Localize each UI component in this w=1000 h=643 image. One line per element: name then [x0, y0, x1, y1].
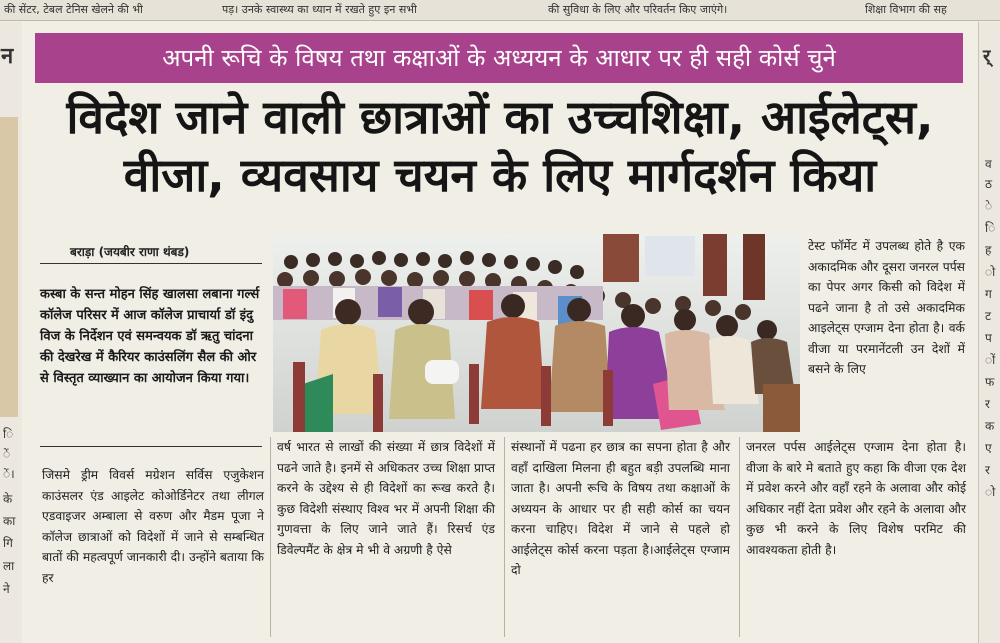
right-fragment: प [985, 331, 992, 345]
kicker-banner: अपनी रूचि के विषय तथा कक्षाओं के अध्ययन के आधार पर ही सही कोर्स चुने [35, 33, 963, 83]
right-fragment: ह [985, 243, 992, 257]
body-column-1: जिसमे ड्रीम विवर्स मग्रेशन सर्विस एजुकेशन काउंसलर एंड आइलेट कोओर्डिनेटर तथा लीगल एडवाइजर अम्बाला से वरुण और मैडम पूजा ने कॉलेज छात्राओं को विदेशों में जाने से सम्बन्धित बातों की महत्वपूर्ण जानकारी दी। उन्होंने बताया कि हर [42, 468, 264, 585]
strip-fragment-3: की सुविधा के लिए और परिवर्तन किए जाएंगे। [548, 3, 728, 16]
right-fragment: ो [985, 265, 996, 279]
intro-paragraph: कस्बा के सन्त मोहन सिंह खालसा लबाना गर्ल्स कॉलेज परिसर में आज कॉलेज प्राचार्या डॉ इंदु विज के निर्देशन एवं समन्वयक डॉ ऋतु चांदना की देखरेख में कैरियर काउंसलिंग सैल की ओर से विस्तृत व्याख्यान का आयोजन किया गया। [40, 287, 260, 386]
left-fragment: न [1, 44, 14, 69]
strip-fragment-1: की सेंटर, टेबल टेनिस खेलने की भी [4, 3, 143, 16]
right-neighbour-column [978, 22, 1000, 643]
right-fragment: ि [985, 221, 996, 235]
right-fragment: ए [985, 441, 992, 455]
right-fragment: फ [985, 375, 995, 389]
right-fragment: ो [985, 485, 996, 499]
divider [40, 263, 262, 264]
left-fragment: का [3, 514, 16, 528]
seminar-photo [273, 234, 800, 432]
body-column-2: वर्ष भारत से लाखों की संख्या में छात्र विदेशों में पढने जाते है। इनमें से अधिकतर उच्च शिक्षा प्राप्त करने के उद्देश्य से ही विदेशों का रूख करते है। कुछ विदेशी संस्थाए विश्व भर में अपनी शिक्षा की गुणवत्ता के लिए जाने जाते हैं। रिसर्च एंड डिवेल्पमैंट के क्षेत्र मे भी वे अग्रणी है ऐसे [277, 440, 495, 557]
column-divider [270, 437, 271, 637]
column-divider [504, 437, 505, 637]
left-neighbour-column [0, 22, 22, 643]
left-fragment: गि [3, 536, 13, 550]
right-fragment: र [985, 463, 990, 477]
left-neighbour-photo [0, 117, 18, 417]
body-column-4-top: टेस्ट फॉर्मेट में उपलब्ध होते है एक अकादमिक और दूसरा जनरल पर्पस का पेपर अगर किसी को विदेश में पढने जाना है तो उसे अकादमिक आइलेट्स एग्जाम देना होता है। वर्क वीजा या परमानेंटली उन देशों में बसने के लिए [808, 239, 965, 376]
column-divider [739, 437, 740, 637]
right-fragment: ट [985, 309, 992, 323]
strip-fragment-4: शिक्षा विभाग की सह [865, 3, 947, 16]
left-fragment: ि [3, 427, 14, 441]
headline-line-1: विदेश जाने वाली छात्राओं का उच्चशिक्षा, आईलेट्स, [66, 90, 934, 144]
right-fragment: क [985, 419, 995, 433]
left-fragment: ने [3, 582, 10, 596]
right-fragment: व [985, 157, 992, 171]
right-fragment: ठ [985, 177, 992, 191]
body-column-3: संस्थानों में पढना हर छात्र का सपना होता है और वहाँ दाखिला मिलना ही बहुत बड़ी उपलब्धि माना जाता है। अपनी रूचि के विषय तथा कक्षाओं के अध्ययन के आधार पर ही सही कोर्स का चयन करना चाहिए। विदेश में जाने से पहले हो आईलेट्स कोर्स करना पड़ता है।आईलेट्स एग्जाम दो [511, 440, 730, 577]
left-fragment: के [3, 492, 13, 506]
left-fragment: ें [3, 447, 11, 461]
right-fragment: ों [985, 353, 996, 367]
strip-fragment-2: पड़। उनके स्वास्थ्य का ध्यान में रखते हुए इन सभी [222, 3, 417, 16]
right-fragment: र [985, 397, 990, 411]
body-column-4-bottom: जनरल पर्पस आईलेट्स एग्जाम देना होता है। वीजा के बारे मे बताते हुए कहा कि वीजा एक देश में प्रवेश करने और वहाँ रहने के अलावा और कोई अधिकार नहीं देता प्रवेश और रहने के अलावा और कुछ भी करने के लिए विशेष परमिट की आवश्यकता होती है। [746, 440, 966, 557]
right-fragment: र् [983, 46, 991, 67]
right-fragment: े [985, 199, 993, 213]
right-fragment: ग [985, 287, 992, 301]
headline-line-2: वीजा, व्यवसाय चयन के लिए मार्गदर्शन किया [123, 148, 877, 202]
adjacent-article-strip [0, 0, 1000, 21]
divider [40, 446, 262, 447]
headline [35, 88, 965, 204]
left-fragment: ला [3, 559, 15, 573]
dateline: बराड़ा (जयबीर राणा थंबड) [70, 245, 190, 259]
left-fragment: ें। [3, 467, 15, 481]
